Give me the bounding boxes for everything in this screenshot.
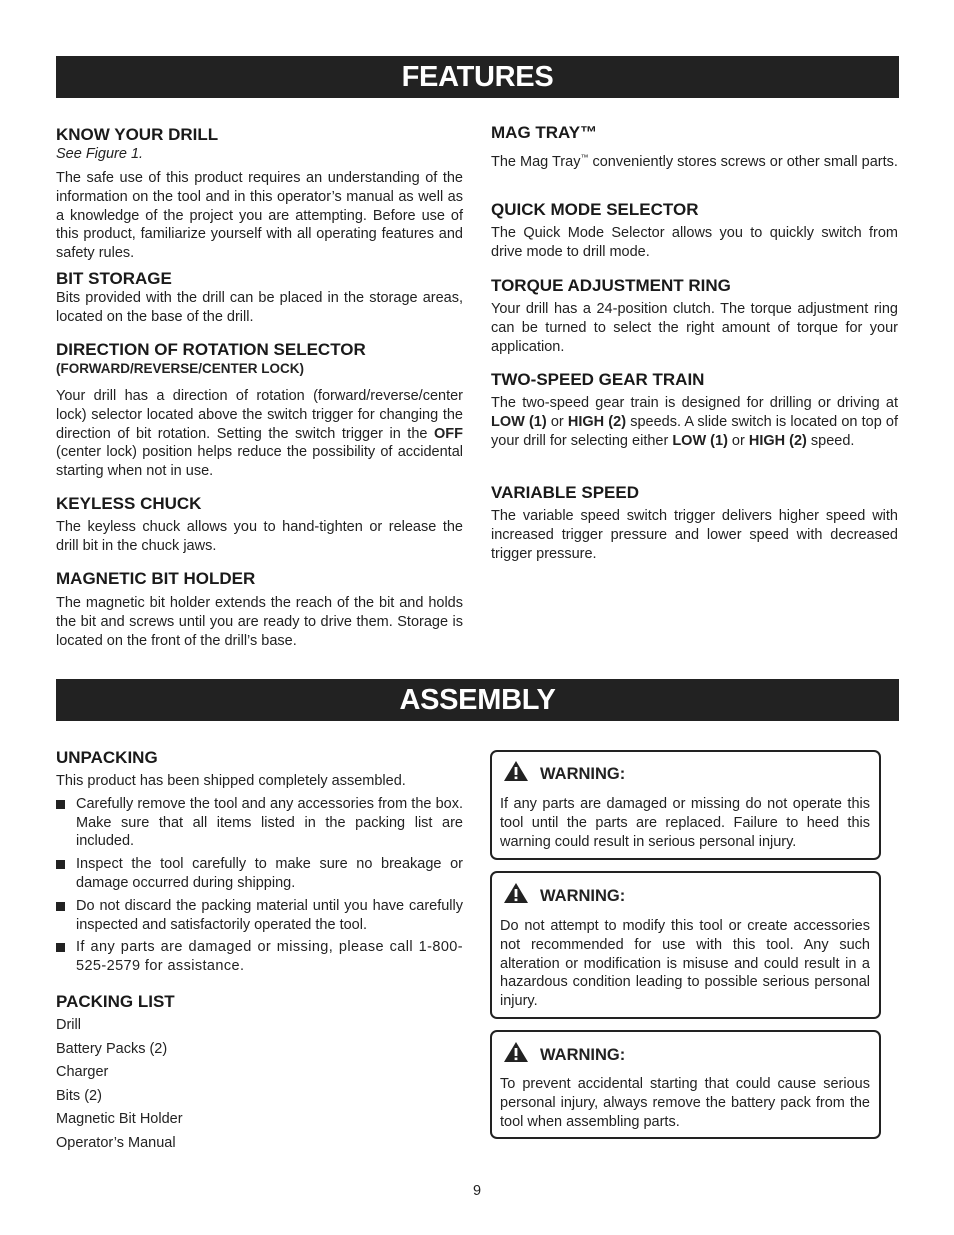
keyless-chuck-section: [56, 494, 463, 556]
warning-title: WARNING:: [540, 887, 626, 905]
magnetic-bit-holder-section: [56, 569, 463, 650]
warning-title: WARNING:: [540, 765, 626, 783]
warning-triangle-icon: [503, 760, 529, 782]
direction-section: [56, 340, 463, 481]
warning-triangle-icon: [503, 882, 529, 904]
variable-speed-heading: VARIABLE SPEED: [491, 483, 639, 502]
warning-box: [490, 1030, 881, 1139]
list-item: Drill: [56, 1017, 81, 1033]
unpacking-bullet: Do not discard the packing material until you have carefully inspected and satisfactorily operated the tool.: [56, 897, 463, 935]
torque-heading: TORQUE ADJUSTMENT RING: [491, 276, 731, 295]
list-item: Charger: [56, 1064, 109, 1080]
list-item: Battery Packs (2): [56, 1040, 168, 1057]
list-item: Operator’s Manual: [56, 1134, 176, 1151]
bit-storage-section: [56, 269, 463, 327]
direction-subheading: (FORWARD/REVERSE/CENTER LOCK): [56, 361, 305, 376]
warning-title: WARNING:: [540, 1046, 626, 1064]
unpacking-section: [56, 748, 463, 976]
mag-tray-heading: MAG TRAY™: [491, 123, 598, 142]
unpacking-intro: This product has been shipped completely assembled.: [56, 773, 406, 789]
see-figure-ref: See Figure 1.: [56, 146, 144, 162]
know-your-drill-section: [56, 125, 463, 263]
warning-text: To prevent accidental starting that could cause serious personal injury, always remove the battery pack from the tool when assembling parts.: [500, 1076, 870, 1130]
variable-speed-text: The variable speed switch trigger delivers higher speed with increased trigger pressure and lower speed with decreased trigger pressure.: [491, 508, 898, 562]
quick-mode-heading: QUICK MODE SELECTOR: [491, 200, 699, 219]
packing-list-heading: PACKING LIST: [56, 992, 175, 1011]
warning-triangle-icon: [503, 1041, 529, 1063]
warning-text: Do not attempt to modify this tool or create accessories not recommended for use with this tool. Any such alteration or modification is misuse and could result in a hazardous condition leading to possible serious personal injury.: [500, 918, 870, 1010]
assembly-banner: ASSEMBLY: [56, 679, 899, 721]
variable-speed-section: [491, 483, 898, 563]
know-your-drill-text: The safe use of this product requires an understanding of the information on the tool and in this operator’s manual as well as a knowledge of the project you are attempting. Before use of this product, familiarize yourself with all operating features and safety rules.: [56, 170, 463, 262]
unpacking-bullet: If any parts are damaged or missing, please call 1-800-525-2579 for assistance.: [56, 938, 463, 976]
unpacking-heading: UNPACKING: [56, 748, 158, 767]
magnetic-bit-holder-heading: MAGNETIC BIT HOLDER: [56, 569, 256, 588]
quick-mode-section: [491, 200, 898, 262]
torque-section: [491, 276, 898, 356]
list-item: Magnetic Bit Holder: [56, 1111, 183, 1127]
keyless-chuck-text: The keyless chuck allows you to hand-tighten or release the drill bit in the chuck jaws.: [56, 519, 463, 554]
list-item: Bits (2): [56, 1087, 102, 1104]
keyless-chuck-heading: KEYLESS CHUCK: [56, 494, 202, 513]
mag-tray-text: The Mag Tray™ conveniently stores screws or other small parts.: [491, 153, 898, 170]
packing-list: [56, 1014, 463, 1155]
warning-text: If any parts are damaged or missing do not operate this tool until the parts are replaced. Failure to heed this warning could result in serious personal injury.: [500, 796, 870, 850]
two-speed-section: [491, 370, 898, 450]
page-number: 9: [472, 1183, 482, 1199]
unpacking-bullet: Carefully remove the tool and any accessories from the box. Make sure that all items listed in the packing list are included.: [56, 795, 463, 851]
know-your-drill-heading: KNOW YOUR DRILL: [56, 125, 219, 144]
torque-text: Your drill has a 24-position clutch. The torque adjustment ring can be turned to select the right amount of torque for your application.: [491, 301, 898, 355]
direction-heading: DIRECTION OF ROTATION SELECTOR: [56, 340, 366, 359]
unpacking-bullet: Inspect the tool carefully to make sure no breakage or damage occurred during shipping.: [56, 855, 463, 893]
features-banner: FEATURES: [56, 56, 899, 98]
mag-tray-section: [491, 123, 898, 172]
magnetic-bit-holder-text: The magnetic bit holder extends the reach of the bit and holds the bit and screws until you are ready to drive them. Storage is located on the front of the drill’s base.: [56, 595, 463, 649]
warning-box: [490, 871, 881, 1019]
warning-box: [490, 750, 881, 860]
bit-storage-heading: BIT STORAGE: [56, 269, 172, 288]
bit-storage-text: Bits provided with the drill can be placed in the storage areas, located on the base of the drill.: [56, 290, 463, 325]
quick-mode-text: The Quick Mode Selector allows you to quickly switch from drive mode to drill mode.: [491, 225, 898, 260]
direction-text: Your drill has a direction of rotation (forward/reverse/center lock) selector located above the switch trigger for changing the direction of bit rotation. Setting the switch trigger in the OFF (center lock) position helps reduce the possibility of accidental starting when not in use.: [56, 388, 463, 480]
two-speed-heading: TWO-SPEED GEAR TRAIN: [491, 370, 705, 389]
packing-list-section: [56, 992, 463, 1155]
two-speed-text: The two-speed gear train is designed for drilling or driving at LOW (1) or HIGH (2) speeds. A slide switch is located on top of your drill for selecting either LOW (1) or HIGH (2) speed.: [491, 395, 899, 449]
